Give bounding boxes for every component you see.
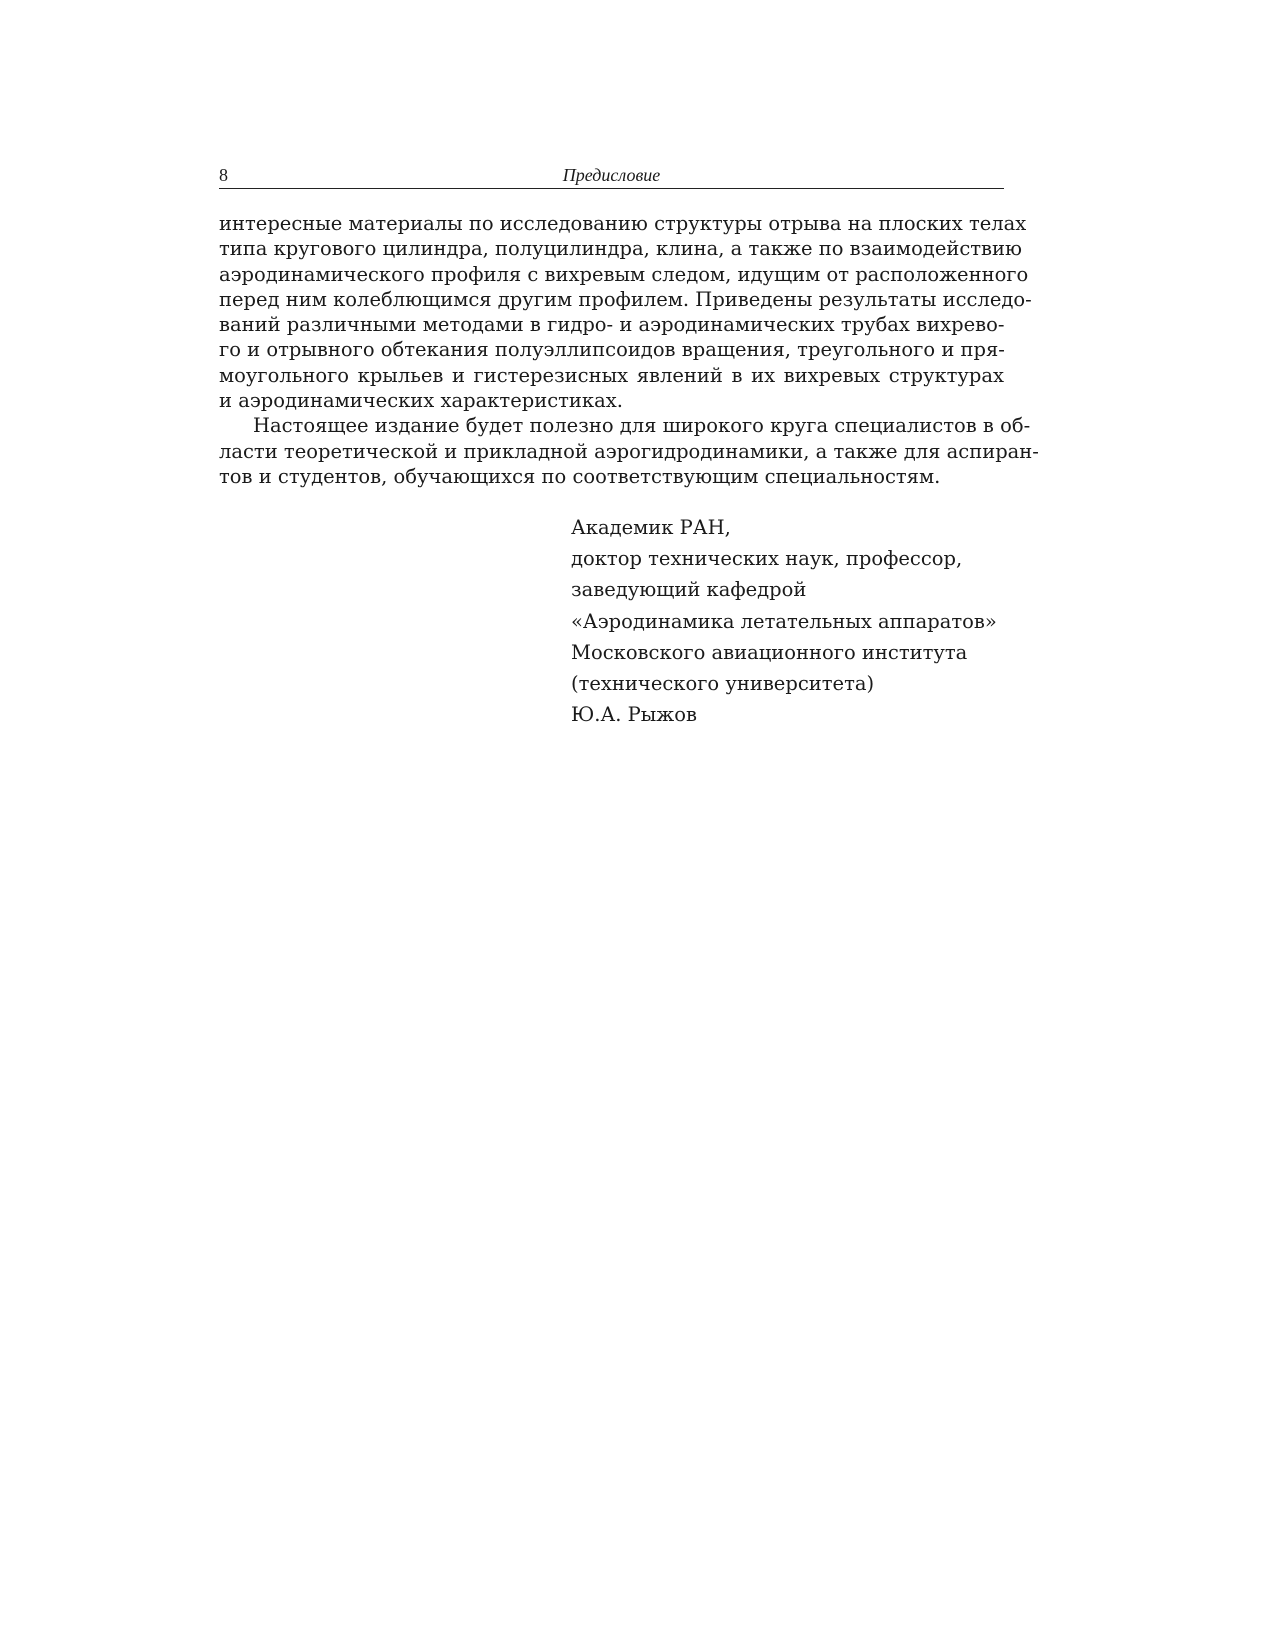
text-line: перед ним колеблющимся другим профилем. Приведены результаты исследо- xyxy=(219,287,1032,311)
signature-line: (технического университета) xyxy=(571,672,875,696)
signature-line: доктор технических наук, профессор, xyxy=(571,547,963,571)
paragraph xyxy=(219,211,1032,413)
text-line: го и отрывного обтекания полуэллипсоидов вращения, треугольного и пря- xyxy=(219,338,1005,362)
text-line: ласти теоретической и прикладной аэрогидродинамики, а также для аспиран- xyxy=(219,439,1039,463)
paragraph xyxy=(219,413,1039,489)
signature-line: «Аэродинамика летательных аппаратов» xyxy=(571,609,997,633)
running-title: Предисловие xyxy=(562,165,661,185)
page-number: 8 xyxy=(219,165,228,185)
signature-line: заведующий кафедрой xyxy=(571,578,807,602)
signature-block xyxy=(571,512,997,730)
text-line: аэродинамического профиля с вихревым следом, идущим от расположенного xyxy=(219,262,1029,286)
text-line: Настоящее издание будет полезно для широкого круга специалистов в об- xyxy=(253,414,1031,438)
body-text xyxy=(219,211,1039,489)
text-line: интересные материалы по исследованию структуры отрыва на плоских телах xyxy=(219,212,1027,235)
text-line: моугольного крыльев и гистерезисных явлений в их вихревых структурах xyxy=(219,363,1004,387)
text-line: тов и студентов, обучающихся по соответствующим специальностям. xyxy=(219,464,941,488)
signature-line: Московского авиационного института xyxy=(571,640,968,664)
text-line: ваний различными методами в гидро- и аэродинамических трубах вихрево- xyxy=(219,313,1005,337)
text-line: и аэродинамических характеристиках. xyxy=(219,389,623,413)
text-line: типа кругового цилиндра, полуцилиндра, клина, а также по взаимодействию xyxy=(219,237,1023,261)
running-head xyxy=(219,164,1004,189)
signature-author: Ю.А. Рыжов xyxy=(571,703,697,727)
signature-line: Академик РАН, xyxy=(571,516,731,539)
